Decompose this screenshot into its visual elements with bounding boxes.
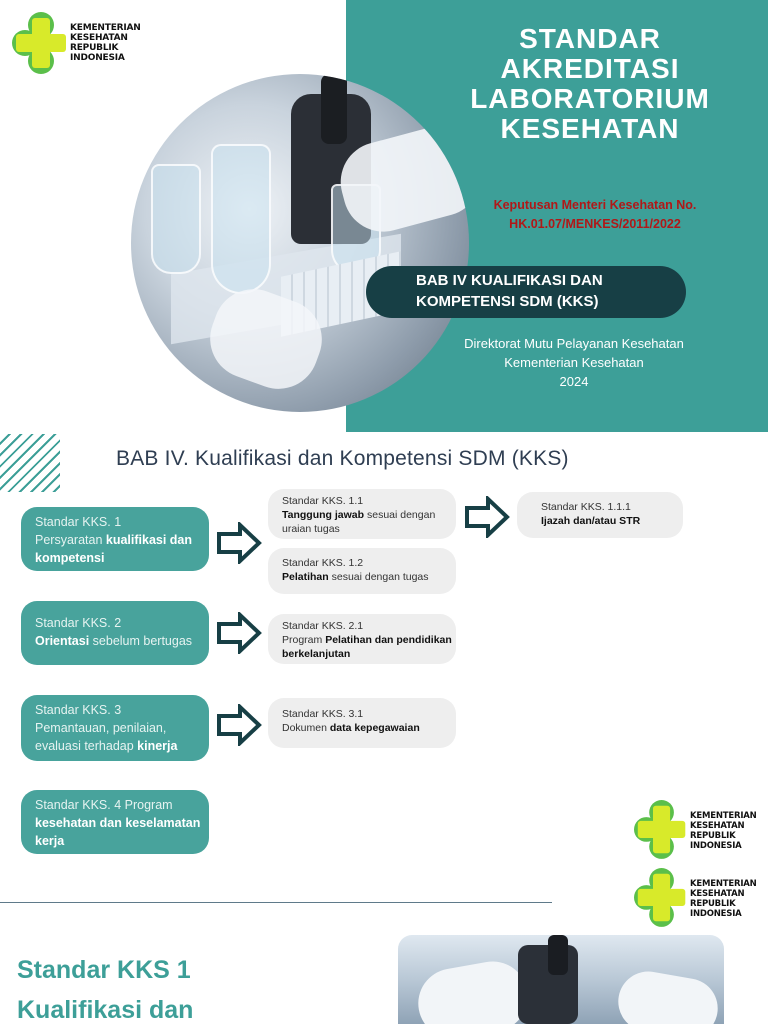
directorate-line: Kementerian Kesehatan — [504, 355, 644, 370]
sub-standard-code: Standar KKS. 1.1 — [282, 495, 364, 507]
logo-text-line: REPUBLIK — [70, 43, 119, 53]
sub-standard-desc-post: sesuai dengan uraian tugas — [282, 509, 436, 535]
standard-code: Standar KKS. 1 — [35, 515, 122, 529]
title-line: AKREDITASI — [500, 53, 680, 84]
sub-standard-desc-bold: Tanggung jawab — [282, 509, 365, 521]
sub-standard-code: Standar KKS. 1.1.1 — [541, 501, 631, 513]
chapter-line: KOMPETENSI SDM (KKS) — [416, 293, 599, 310]
arrow-right-icon — [216, 522, 262, 564]
arrow-right-icon — [216, 612, 262, 654]
arrow-right-icon — [464, 496, 510, 538]
logo-text-line: INDONESIA — [690, 909, 742, 919]
title-line: KESEHATAN — [500, 113, 680, 144]
logo-text-line: INDONESIA — [690, 841, 742, 851]
logo-text-line: KESEHATAN — [70, 33, 128, 43]
cover-section — [0, 0, 768, 432]
standard-code: Standar KKS. 2 — [35, 616, 122, 630]
standard-desc-pre: Persyaratan — [35, 533, 106, 547]
arrow-right-icon — [216, 704, 262, 746]
ministry-logo-small — [634, 868, 757, 930]
sub-standard-desc-pre: Dokumen — [282, 722, 330, 734]
logo-text-line: INDONESIA — [70, 53, 125, 63]
laboratory-photo-bottom — [398, 935, 724, 1024]
sub-standard-desc-bold: data kepegawaian — [329, 722, 420, 734]
sub-standard-desc-bold: Pelatihan — [282, 571, 329, 583]
standard-kks-2 — [21, 601, 209, 665]
sub-standard-kks-3-1 — [268, 698, 456, 748]
document-title — [440, 24, 740, 144]
standard-kks-3 — [21, 695, 209, 761]
chapter-line: BAB IV KUALIFIKASI DAN — [416, 272, 603, 289]
standard-kks-1 — [21, 507, 209, 571]
logo-text-line: KEMENTERIAN — [690, 879, 757, 889]
standard-desc-bold: kinerja — [137, 739, 178, 753]
next-section-title-line: Kualifikasi dan — [17, 996, 194, 1024]
hatch-decoration — [0, 434, 60, 492]
sub-standard-code: Standar KKS. 2.1 — [282, 620, 364, 632]
standard-code: Standar KKS. 3 — [35, 703, 122, 717]
sub-standard-kks-2-1 — [268, 614, 456, 664]
ministry-emblem-icon — [634, 868, 687, 927]
sub-standard-kks-1-1 — [268, 489, 456, 539]
next-section-title — [17, 950, 193, 1024]
logo-text-line: REPUBLIK — [690, 899, 736, 909]
standard-desc-post: sebelum bertugas — [89, 634, 193, 648]
directorate-info — [440, 334, 708, 391]
next-section-title-line: Standar KKS 1 — [17, 956, 191, 984]
standard-desc-pre: Pemantauan, penilaian, evaluasi terhadap — [35, 721, 167, 753]
sub-standard-desc-bold: Ijazah dan/atau STR — [541, 515, 641, 527]
ministry-emblem-icon — [634, 800, 687, 859]
chapter-pill — [366, 266, 686, 318]
title-line: STANDAR — [519, 23, 661, 54]
sub-standard-code: Standar KKS. 1.2 — [282, 557, 364, 569]
sub-standard-desc-post: sesuai dengan tugas — [328, 571, 429, 583]
decree-reference — [470, 196, 720, 234]
standard-desc-bold: Orientasi — [35, 634, 90, 648]
decree-line: HK.01.07/MENKES/2011/2022 — [509, 217, 681, 231]
section-divider — [0, 902, 552, 903]
ministry-logo-small — [634, 800, 757, 862]
logo-text-line: KEMENTERIAN — [690, 811, 757, 821]
standard-desc-bold: kesehatan dan keselamatan kerja — [35, 816, 201, 848]
directorate-year: 2024 — [559, 374, 589, 389]
sub-standard-kks-1-1-1 — [517, 492, 683, 538]
decree-line: Keputusan Menteri Kesehatan No. — [493, 198, 697, 212]
sub-standard-desc-bold: Pelatihan dan pendidikan berkelanjutan — [282, 634, 452, 660]
ministry-logo — [12, 12, 141, 74]
laboratory-photo — [131, 74, 469, 412]
title-line: LABORATORIUM — [470, 83, 710, 114]
sub-standard-code: Standar KKS. 3.1 — [282, 708, 364, 720]
logo-text-line: KESEHATAN — [690, 821, 745, 831]
logo-text-line: REPUBLIK — [690, 831, 736, 841]
ministry-emblem-icon — [12, 12, 68, 74]
logo-text-line: KESEHATAN — [690, 889, 745, 899]
section-title: BAB IV. Kualifikasi dan Kompetensi SDM (KKS) — [116, 447, 569, 470]
standard-kks-4 — [21, 790, 209, 854]
standard-desc-bold: kualifikasi dan kompetensi — [35, 533, 193, 565]
directorate-line: Direktorat Mutu Pelayanan Kesehatan — [464, 336, 684, 351]
logo-text-line: KEMENTERIAN — [70, 23, 141, 33]
sub-standard-desc-pre: Program — [282, 634, 326, 646]
sub-standard-kks-1-2 — [268, 548, 456, 594]
standard-code: Standar KKS. 4 Program — [35, 798, 173, 812]
